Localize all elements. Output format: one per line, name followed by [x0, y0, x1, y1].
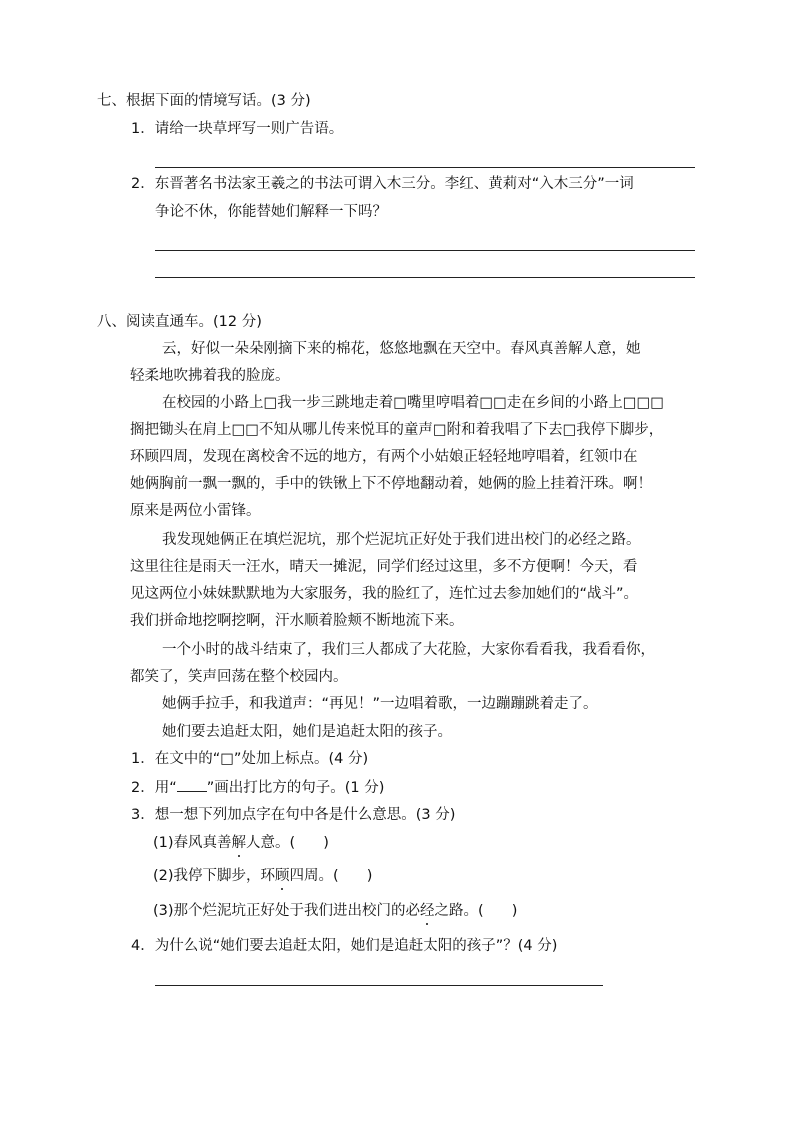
dotted-character: 经 — [420, 903, 435, 919]
question-3-item-2: (2)我停下脚步，环顾四周。( ) — [153, 868, 373, 884]
passage-line: 都笑了，笑声回荡在整个校园内。 — [130, 669, 348, 685]
section-8-question-3: 3．想一想下列加点字在句中各是什么意思。(3 分) — [131, 807, 456, 823]
question-2-prefix: 2．用“ — [131, 780, 177, 796]
section-8-question-4: 4．为什么说“她们要去追赶太阳，她们是追赶太阳的孩子”？(4 分) — [131, 938, 558, 954]
passage-line: 原来是两位小雷锋。 — [130, 503, 261, 519]
answer-line — [155, 250, 695, 251]
answer-line — [155, 277, 695, 278]
section-7-question-1: 1．请给一块草坪写一则广告语。 — [131, 121, 344, 137]
passage-line: 她俩手拉手，和我道声：“再见！”一边唱着歌，一边蹦蹦跳着走了。 — [162, 696, 598, 712]
dotted-character: 解 — [231, 835, 247, 851]
passage-line: 这里往往是雨天一汪水，晴天一摊泥，同学们经过这里，多不方便啊！今天，看 — [130, 559, 638, 575]
passage-line: 在校园的小路上□我一步三跳地走着□嘴里哼唱着□□走在乡间的小路上□□□ — [162, 395, 664, 411]
question-2-suffix: ”画出打比方的句子。(1 分) — [206, 780, 385, 796]
passage-line: 她俩胸前一飘一飘的，手中的铁锹上下不停地翻动着，她俩的脸上挂着汗珠。啊！ — [130, 476, 652, 492]
section-7-heading: 七、根据下面的情境写话。(3 分) — [97, 93, 311, 109]
dotted-character: 顾 — [275, 868, 290, 884]
passage-line: 我们拼命地挖啊挖啊，汗水顺着脸颊不断地流下来。 — [130, 613, 464, 629]
question-3-item-1: (1)春风真善解人意。( ) — [153, 835, 329, 851]
section-7-question-2-line-1: 2．东晋著名书法家王羲之的书法可谓入木三分。李红、黄莉对“入木三分”一词 — [131, 176, 634, 192]
passage-line: 一个小时的战斗结束了，我们三人都成了大花脸，大家你看看我，我看看你， — [162, 642, 655, 658]
passage-line: 搁把锄头在肩上□□不知从哪儿传来悦耳的童声□附和着我唱了下去□我停下脚步， — [130, 422, 664, 438]
section-8-heading: 八、阅读直通车。(12 分) — [97, 314, 262, 330]
passage-line: 她们要去追赶太阳，她们是追赶太阳的孩子。 — [162, 724, 452, 740]
answer-line — [155, 167, 695, 168]
section-8-question-2 — [131, 777, 384, 798]
passage-line: 轻柔地吹拂着我的脸庞。 — [130, 368, 290, 384]
passage-line: 环顾四周，发现在离校舍不远的地方，有两个小姑娘正轻轻地哼唱着，红领巾在 — [130, 449, 638, 465]
passage-line: 我发现她俩正在填烂泥坑，那个烂泥坑正好处于我们进出校门的必经之路。 — [162, 532, 641, 548]
underline-sample — [177, 777, 207, 792]
section-8-question-1: 1．在文中的“□”处加上标点。(4 分) — [131, 751, 369, 767]
passage-line: 云，好似一朵朵刚摘下来的棉花，悠悠地飘在天空中。春风真善解人意，她 — [162, 341, 641, 357]
section-7-question-2-line-2: 争论不休，你能替她们解释一下吗？ — [155, 204, 387, 220]
question-3-item-3: (3)那个烂泥坑正好处于我们进出校门的必经之路。( ) — [153, 903, 518, 919]
passage-line: 见这两位小妹妹默默地为大家服务，我的脸红了，连忙过去参加她们的“战斗”。 — [130, 586, 639, 602]
answer-line — [155, 985, 603, 986]
